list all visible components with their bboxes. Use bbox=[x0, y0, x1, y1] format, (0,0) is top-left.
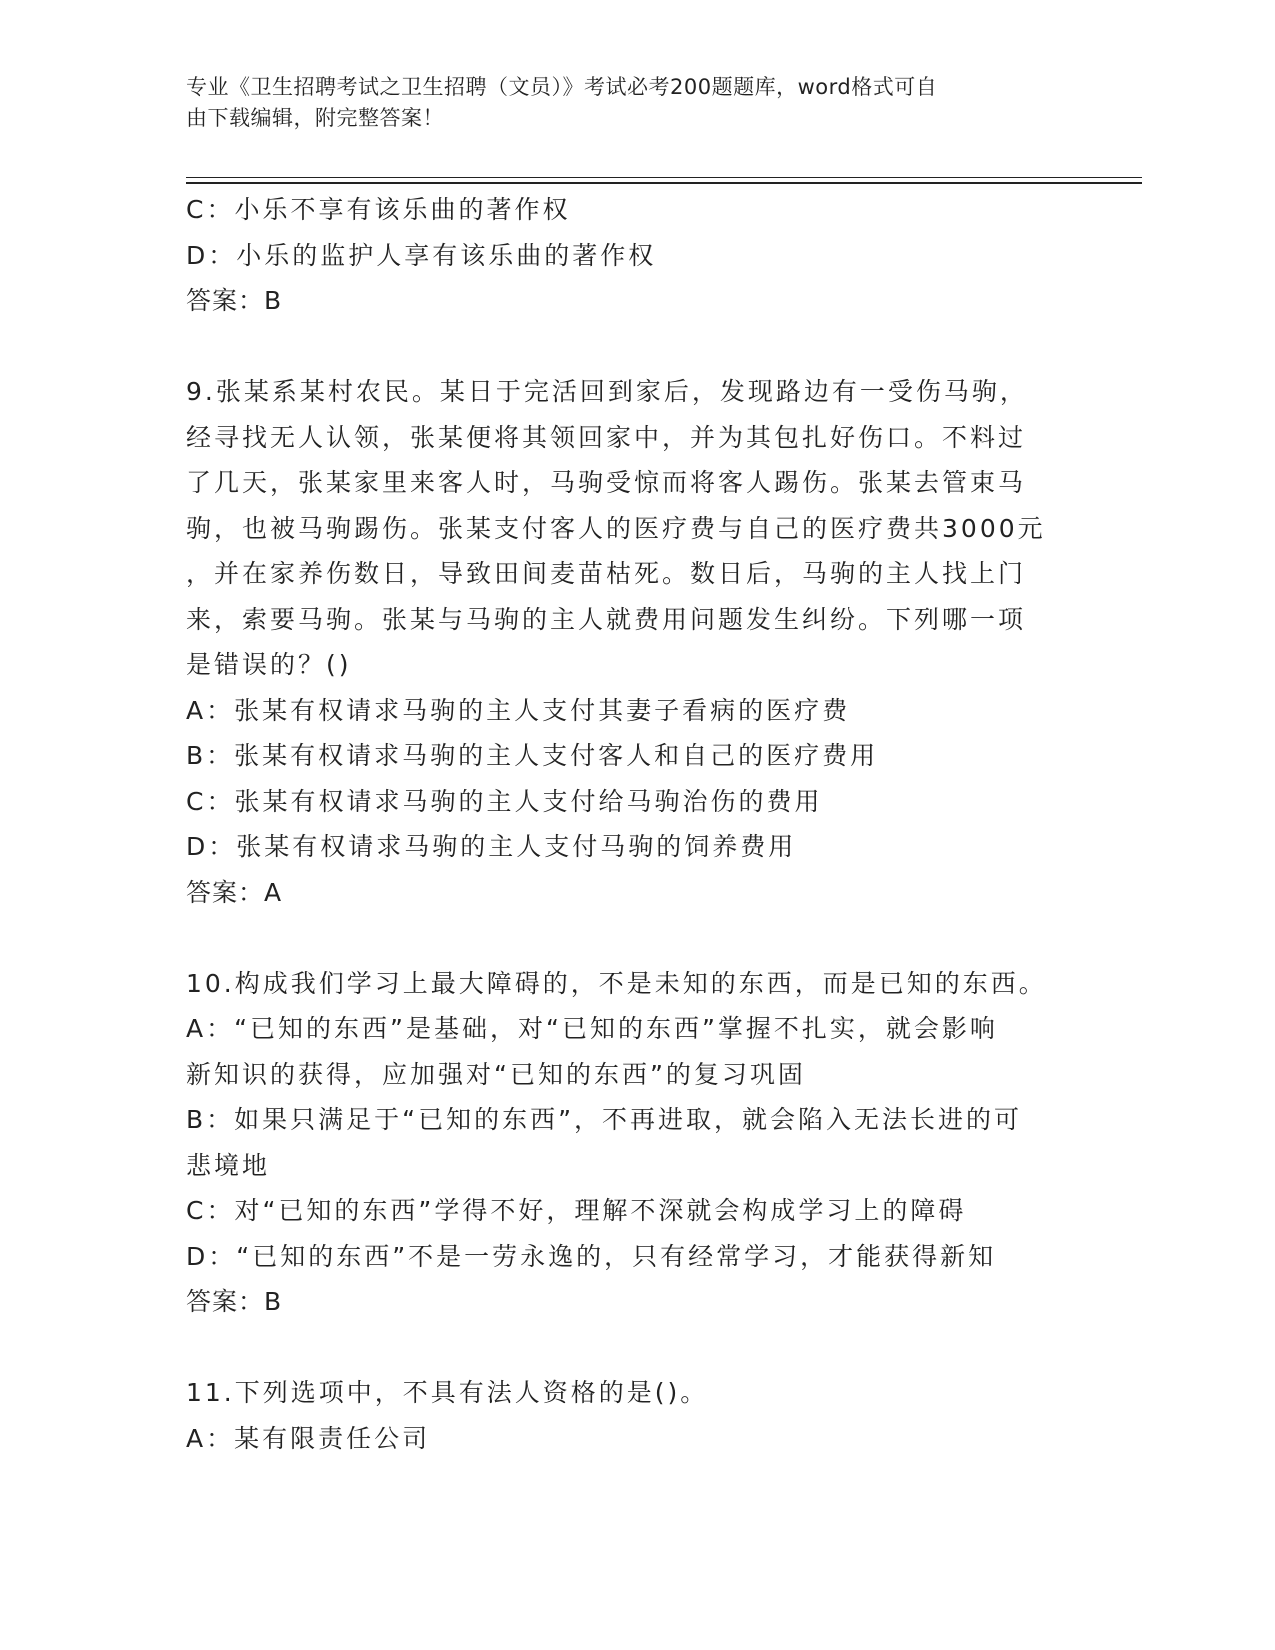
answer: 答案：B bbox=[186, 286, 283, 315]
question-10 bbox=[186, 961, 1096, 1325]
option-a: A：张某有权请求马驹的主人支付其妻子看病的医疗费 bbox=[186, 695, 851, 725]
question-stem-line: 9.张某系某村农民。某日于完活回到家后，发现路边有一受伤马驹， bbox=[186, 377, 1028, 406]
question-stem: 10.构成我们学习上最大障碍的，不是未知的东西，而是已知的东西。 bbox=[186, 968, 1047, 998]
option-d: D：小乐的监护人享有该乐曲的著作权 bbox=[186, 240, 657, 270]
option-c: C：小乐不享有该乐曲的著作权 bbox=[186, 195, 571, 224]
question-stem-line: ，并在家养伤数日，导致田间麦苗枯死。数日后，马驹的主人找上门 bbox=[186, 559, 1027, 588]
spacer bbox=[186, 915, 1096, 961]
question-stem-line: 是错误的？() bbox=[186, 650, 352, 679]
header-rule-thin bbox=[186, 177, 1142, 178]
question-stem: 11.下列选项中，不具有法人资格的是()。 bbox=[186, 1378, 709, 1407]
option-c: C：对“已知的东西”学得不好，理解不深就会构成学习上的障碍 bbox=[186, 1196, 967, 1225]
option-d: D：张某有权请求马驹的主人支付马驹的饲养费用 bbox=[186, 832, 797, 861]
answer: 答案：A bbox=[186, 877, 283, 907]
option-b-line: B：如果只满足于“已知的东西”，不再进取，就会陷入无法长进的可 bbox=[186, 1105, 1023, 1134]
header-line-1: 专业《卫生招聘考试之卫生招聘（文员）》考试必考200题题库，word格式可自 bbox=[186, 75, 938, 99]
option-a-line: A：“已知的东西”是基础，对“已知的东西”掌握不扎实，就会影响 bbox=[186, 1014, 998, 1043]
question-stem-line: 驹，也被马驹踢伤。张某支付客人的医疗费与自己的医疗费共3000元 bbox=[186, 513, 1046, 543]
question-stem-line: 了几天，张某家里来客人时，马驹受惊而将客人踢伤。张某去管束马 bbox=[186, 468, 1027, 497]
question-content bbox=[186, 187, 1096, 1461]
header-line-2: 由下载编辑，附完整答案！ bbox=[186, 106, 444, 130]
option-d: D：“已知的东西”不是一劳永逸的，只有经常学习，才能获得新知 bbox=[186, 1241, 997, 1271]
option-c: C：张某有权请求马驹的主人支付给马驹治伤的费用 bbox=[186, 786, 823, 816]
question-9 bbox=[186, 369, 1096, 915]
document-header bbox=[186, 72, 1086, 134]
question-8 bbox=[186, 187, 1096, 324]
question-stem-line: 来，索要马驹。张某与马驹的主人就费用问题发生纠纷。下列哪一项 bbox=[186, 604, 1027, 634]
spacer bbox=[186, 324, 1096, 370]
spacer bbox=[186, 1325, 1096, 1371]
option-b: B：张某有权请求马驹的主人支付客人和自己的医疗费用 bbox=[186, 741, 879, 770]
option-a-line: 新知识的获得，应加强对“已知的东西”的复习巩固 bbox=[186, 1059, 806, 1089]
question-11 bbox=[186, 1370, 1096, 1461]
answer: 答案：B bbox=[186, 1287, 283, 1316]
question-stem-line: 经寻找无人认领，张某便将其领回家中，并为其包扎好伤口。不料过 bbox=[186, 422, 1027, 452]
option-b-line: 悲境地 bbox=[186, 1150, 271, 1180]
header-rule-thick bbox=[186, 182, 1142, 184]
option-a: A：某有限责任公司 bbox=[186, 1423, 431, 1453]
